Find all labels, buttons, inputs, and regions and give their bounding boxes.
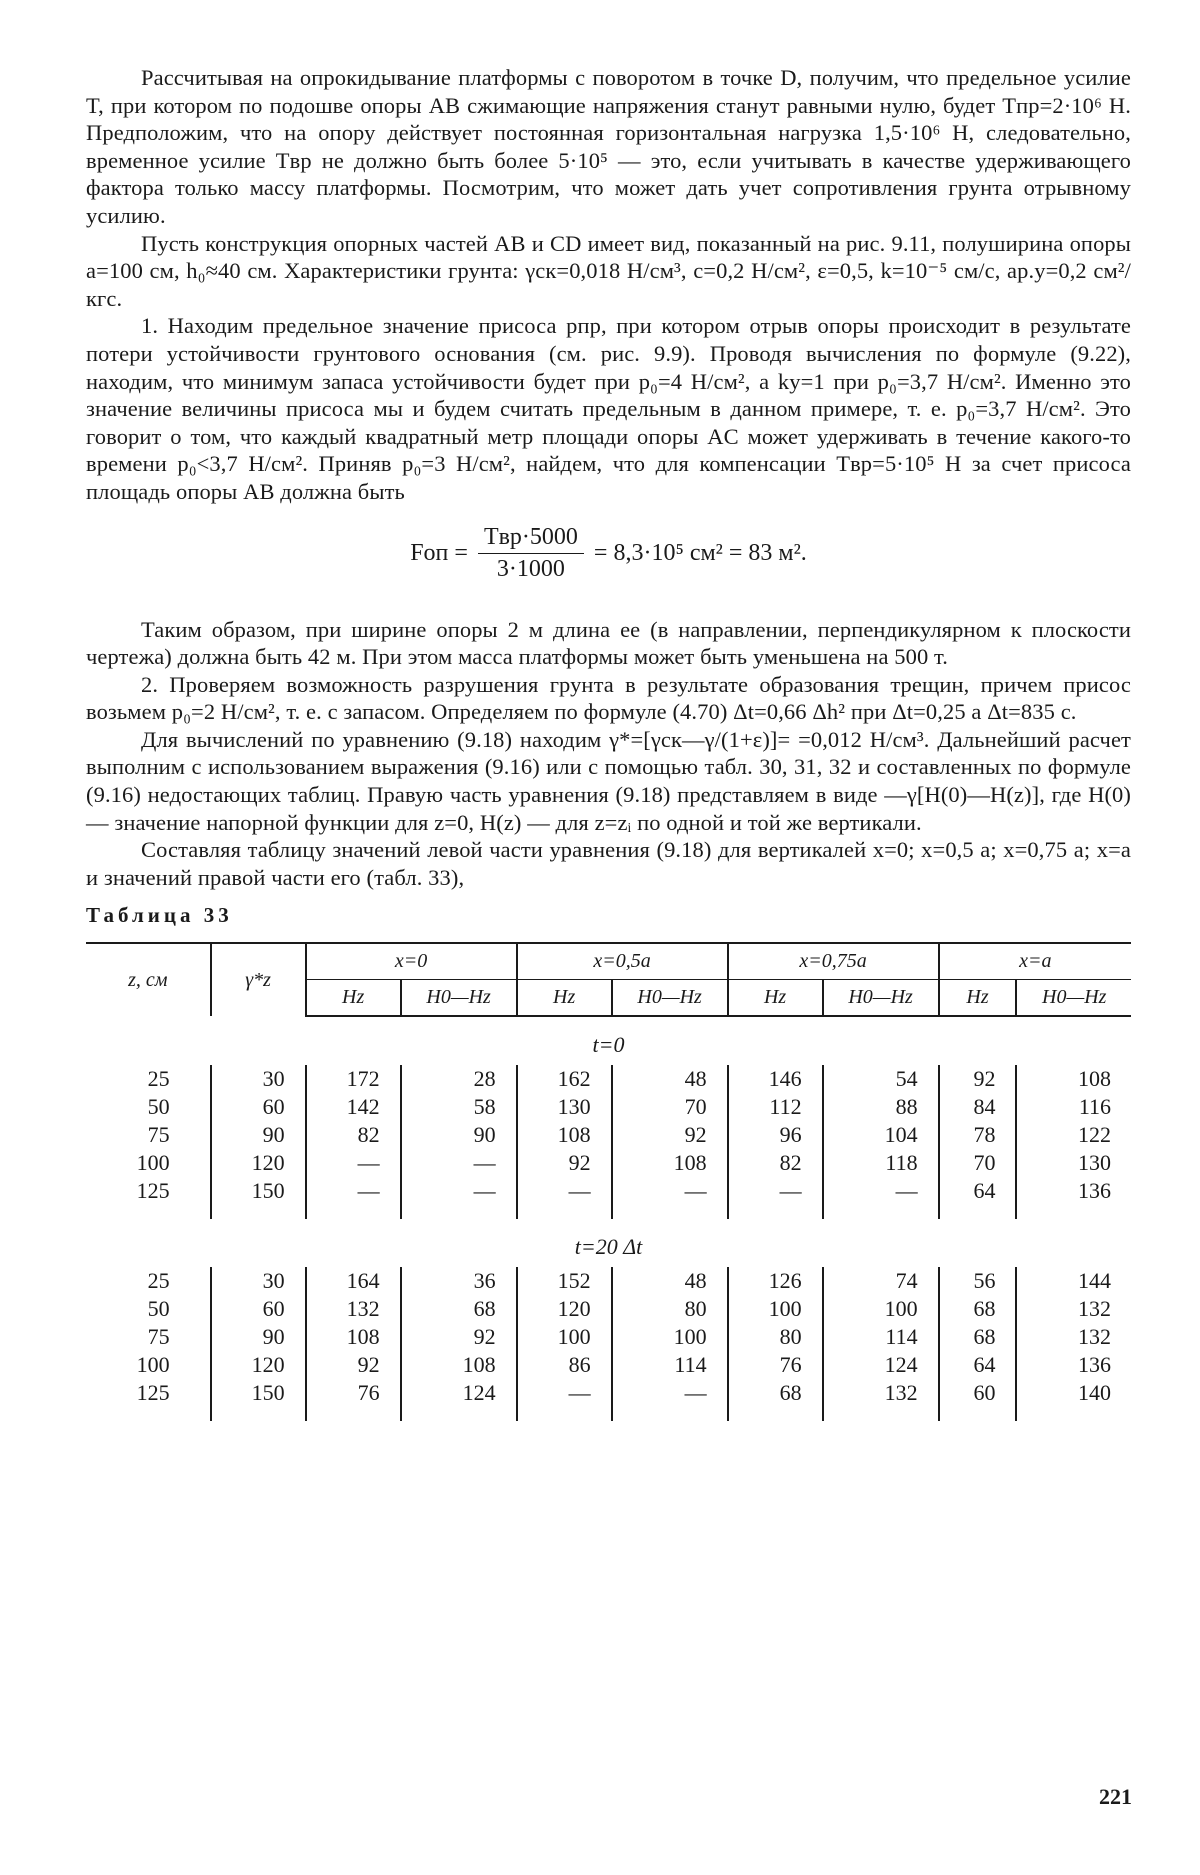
table-row (86, 1177, 1131, 1205)
spacer-cell (823, 1407, 939, 1421)
table-cell: 30 (211, 1267, 306, 1295)
table-cell: 70 (939, 1149, 1017, 1177)
header-h0-hz: H0—Hz (401, 980, 517, 1017)
table-cell: 75 (147, 1122, 170, 1148)
table-cell: 92 (401, 1323, 517, 1351)
spacer-cell (306, 1205, 401, 1219)
table-cell: — (306, 1177, 401, 1205)
table-row (86, 1149, 1131, 1177)
table-cell: — (401, 1149, 517, 1177)
table-cell: 150 (211, 1177, 306, 1205)
spacer-cell (306, 1407, 401, 1421)
table-cell: — (612, 1177, 728, 1205)
table-cell: 88 (823, 1093, 939, 1121)
table-cell: 92 (612, 1121, 728, 1149)
table-cell: — (306, 1149, 401, 1177)
table-cell: 76 (728, 1351, 823, 1379)
table-cell: 112 (728, 1093, 823, 1121)
table-cell: — (823, 1177, 939, 1205)
paragraph: 1. Находим предельное значение присоса pпр, при котором отрыв опоры происходит в результате потери устойчивости грунтового основания (см. рис. 9.9). Проводя вычисления по формуле (9.22), находим, что минимум запаса устойчивости будет при p₀=4 Н/см², а kу=1 при p₀=3,7 Н/см². Именно это значение величины присоса мы и будем считать предельным в данном примере, т. е. p₀=3,7 Н/см². Это говорит о том, что каждый квадратный метр площади опоры AC может удерживать в течение какого-то времени p₀<3,7 Н/см². Приняв p₀=3 Н/см², найдем, что для компенсации Tвр=5·10⁵ Н за счет присоса площадь опоры AB должна быть (86, 313, 1131, 504)
table-cell: 68 (939, 1323, 1017, 1351)
header-hz: Hz (517, 980, 612, 1017)
section-label-row (86, 1219, 1131, 1267)
table-cell: 58 (401, 1093, 517, 1121)
section-label: t=0 (592, 1032, 625, 1058)
table-cell: 48 (612, 1267, 728, 1295)
spacer-cell (211, 1205, 306, 1219)
paragraph: Таким образом, при ширине опоры 2 м длина ее (в направлении, перпендикулярном к плоскости чертежа) должна быть 42 м. При этом масса платформы может быть уменьшена на 500 т. (86, 616, 1131, 670)
table-cell: 50 (147, 1094, 170, 1120)
table-cell: 116 (1016, 1093, 1131, 1121)
table-cell: 25 (147, 1268, 170, 1294)
formula-rhs: = 8,3·10⁵ см² = 83 м². (593, 539, 807, 566)
table-cell: 82 (728, 1149, 823, 1177)
table-cell: 146 (728, 1065, 823, 1093)
table-cell: 142 (306, 1093, 401, 1121)
table-cell: 28 (401, 1065, 517, 1093)
table-cell: 96 (728, 1121, 823, 1149)
paragraph: Для вычислений по уравнению (9.18) находим γ*=[γск—γ/(1+ε)]= =0,012 Н/см³. Дальнейший расчет выполним с использованием выражения (9.16) или с помощью табл. 30, 31, 32 и составленных по формуле (9.16) недостающих таблиц. Правую часть уравнения (9.18) представляем в виде —γ[H(0)—H(z)], где H(0) — значение напорной функции для z=0, H(z) — для z=zᵢ по одной и той же вертикали. (86, 726, 1131, 835)
header-h0-hz: H0—Hz (823, 980, 939, 1017)
table-cell: 118 (823, 1149, 939, 1177)
section-label-row (86, 1016, 1131, 1065)
table-cell: 172 (306, 1065, 401, 1093)
paragraph: Пусть конструкция опорных частей AB и CD имеет вид, показанный на рис. 9.11, полуширина опоры a=100 см, h₀≈40 см. Характеристики грунта: γск=0,018 Н/см³, c=0,2 Н/см², ε=0,5, k=10⁻⁵ см/с, aр.у=0,2 см²/кгс. (86, 230, 1131, 311)
table-cell: — (612, 1379, 728, 1407)
formula-fraction (478, 524, 584, 583)
table-cell: 100 (136, 1150, 170, 1176)
header-group: x=0 (306, 943, 517, 980)
spacer-cell (401, 1205, 517, 1219)
table-cell: 76 (306, 1379, 401, 1407)
formula-numerator: Tвр·5000 (478, 524, 584, 554)
table-cell: 80 (612, 1295, 728, 1323)
table-cell: 54 (823, 1065, 939, 1093)
table-cell: 125 (136, 1380, 170, 1406)
table-cell: 92 (939, 1065, 1017, 1093)
table-cell: 92 (306, 1351, 401, 1379)
header-hz: Hz (728, 980, 823, 1017)
page-number: 221 (1099, 1784, 1132, 1809)
spacer-cell (517, 1407, 612, 1421)
table-cell: 92 (517, 1149, 612, 1177)
table-cell: 152 (517, 1267, 612, 1295)
paragraph: Составляя таблицу значений левой части уравнения (9.18) для вертикалей x=0; x=0,5 a; x=0,75 a; x=a и значений правой части его (табл. 33), (86, 837, 1131, 890)
table-cell: 68 (728, 1379, 823, 1407)
table-cell: 60 (211, 1295, 306, 1323)
table-cell: 80 (728, 1323, 823, 1351)
spacer-cell (211, 1407, 306, 1421)
header-group: x=a (939, 943, 1131, 980)
table-cell: 70 (612, 1093, 728, 1121)
table-cell: 60 (939, 1379, 1017, 1407)
table-body (86, 1016, 1131, 1421)
table-cell: 150 (211, 1379, 306, 1407)
spacer-cell (728, 1407, 823, 1421)
spacer-row (86, 1407, 1131, 1421)
header-group: x=0,75a (728, 943, 939, 980)
spacer-cell (86, 1407, 211, 1421)
table-cell: 60 (211, 1093, 306, 1121)
table-row (86, 1121, 1131, 1149)
formula (86, 524, 1131, 594)
table-cell: 136 (1016, 1177, 1131, 1205)
formula-denominator: 3·1000 (496, 555, 565, 582)
table-cell: — (517, 1177, 612, 1205)
table-cell: 162 (517, 1065, 612, 1093)
spacer-cell (823, 1205, 939, 1219)
spacer-cell (401, 1407, 517, 1421)
table-cell: 122 (1016, 1121, 1131, 1149)
table-cell: 36 (401, 1267, 517, 1295)
table-cell: 108 (306, 1323, 401, 1351)
table-cell: 84 (939, 1093, 1017, 1121)
table-cell: 120 (517, 1295, 612, 1323)
table-cell: 56 (939, 1267, 1017, 1295)
table-cell: 64 (939, 1177, 1017, 1205)
table-cell: 68 (939, 1295, 1017, 1323)
header-h0-hz: H0—Hz (612, 980, 728, 1017)
spacer-cell (612, 1205, 728, 1219)
table-row (86, 1351, 1131, 1379)
table-cell: 78 (939, 1121, 1017, 1149)
table-cell: 74 (823, 1267, 939, 1295)
table-cell: 132 (823, 1379, 939, 1407)
table-cell: 100 (823, 1295, 939, 1323)
table-cell: 132 (1016, 1323, 1131, 1351)
table-cell: 114 (612, 1351, 728, 1379)
table-cell: 120 (211, 1351, 306, 1379)
table-cell: 100 (517, 1323, 612, 1351)
paragraph: 2. Проверяем возможность разрушения грунта в результате образования трещин, причем присос возьмем p₀=2 Н/см², т. е. с запасом. Определяем по формуле (4.70) Δt=0,66 Δh² при Δt=0,25 a Δt=835 с. (86, 671, 1131, 725)
table-cell: 124 (823, 1351, 939, 1379)
data-table (86, 942, 1131, 1421)
table-cell: 108 (401, 1351, 517, 1379)
table-row (86, 1093, 1131, 1121)
paragraph: Рассчитывая на опрокидывание платформы с поворотом в точке D, получим, что предельное усилие T, при котором по подошве опоры AB сжимающие напряжения станут равными нулю, будет Tпр=2·10⁶ Н. Предположим, что на опору действует постоянная горизонтальная нагрузка 1,5·10⁶ Н, следовательно, временное усилие Tвр не должно быть более 5·10⁵ — это, если учитывать в качестве удерживающего фактора только массу платформы. Посмотрим, что может дать учет сопротивления грунта отрывному усилию. (86, 65, 1131, 228)
table-cell: 108 (517, 1121, 612, 1149)
header-h0-hz: H0—Hz (1016, 980, 1131, 1017)
table-cell: 130 (1016, 1149, 1131, 1177)
table-row (86, 1065, 1131, 1093)
table-row (86, 1323, 1131, 1351)
table-cell: 82 (306, 1121, 401, 1149)
table-cell: 90 (211, 1121, 306, 1149)
table-cell: 114 (823, 1323, 939, 1351)
header-hz: Hz (939, 980, 1017, 1017)
spacer-cell (939, 1205, 1017, 1219)
table-cell: 164 (306, 1267, 401, 1295)
table-cell: 136 (1016, 1351, 1131, 1379)
table-cell: 100 (612, 1323, 728, 1351)
table-cell: 68 (401, 1295, 517, 1323)
table-cell: 64 (939, 1351, 1017, 1379)
page-content (86, 64, 1131, 1421)
table-cell: 130 (517, 1093, 612, 1121)
spacer-cell (1016, 1205, 1131, 1219)
header-gamma-z: γ*z (211, 943, 306, 1016)
table-cell: 90 (211, 1323, 306, 1351)
spacer-cell (517, 1205, 612, 1219)
table-cell: 126 (728, 1267, 823, 1295)
table-cell: — (728, 1177, 823, 1205)
table-cell: 104 (823, 1121, 939, 1149)
table-cell: 108 (612, 1149, 728, 1177)
table-row (86, 1379, 1131, 1407)
table-cell: 100 (728, 1295, 823, 1323)
table-row (86, 1295, 1131, 1323)
table-cell: 120 (211, 1149, 306, 1177)
header-group: x=0,5a (517, 943, 728, 980)
spacer-row (86, 1205, 1131, 1219)
formula-lhs: Fоп = (410, 539, 468, 566)
spacer-cell (1016, 1407, 1131, 1421)
table-cell: 50 (147, 1296, 170, 1322)
table-cell: — (517, 1379, 612, 1407)
table-cell: 132 (1016, 1295, 1131, 1323)
table-cell: 48 (612, 1065, 728, 1093)
table-cell: 124 (401, 1379, 517, 1407)
table-cell: 86 (517, 1351, 612, 1379)
table-cell: 75 (147, 1324, 170, 1350)
header-z: z, см (86, 943, 211, 1016)
section-label: t=20 Δt (574, 1234, 643, 1260)
table-cell: 90 (401, 1121, 517, 1149)
table-cell: 25 (147, 1066, 170, 1092)
table-cell: 100 (136, 1352, 170, 1378)
table-row (86, 1267, 1131, 1295)
spacer-cell (86, 1205, 211, 1219)
table-cell: — (401, 1177, 517, 1205)
spacer-cell (612, 1407, 728, 1421)
header-hz: Hz (306, 980, 401, 1017)
table-cell: 125 (136, 1178, 170, 1204)
spacer-cell (939, 1407, 1017, 1421)
table-cell: 108 (1016, 1065, 1131, 1093)
table-cell: 132 (306, 1295, 401, 1323)
table-cell: 140 (1016, 1379, 1131, 1407)
table-cell: 144 (1016, 1267, 1131, 1295)
table-cell: 30 (211, 1065, 306, 1093)
spacer-cell (728, 1205, 823, 1219)
table-caption: Таблица 33 (86, 903, 233, 928)
